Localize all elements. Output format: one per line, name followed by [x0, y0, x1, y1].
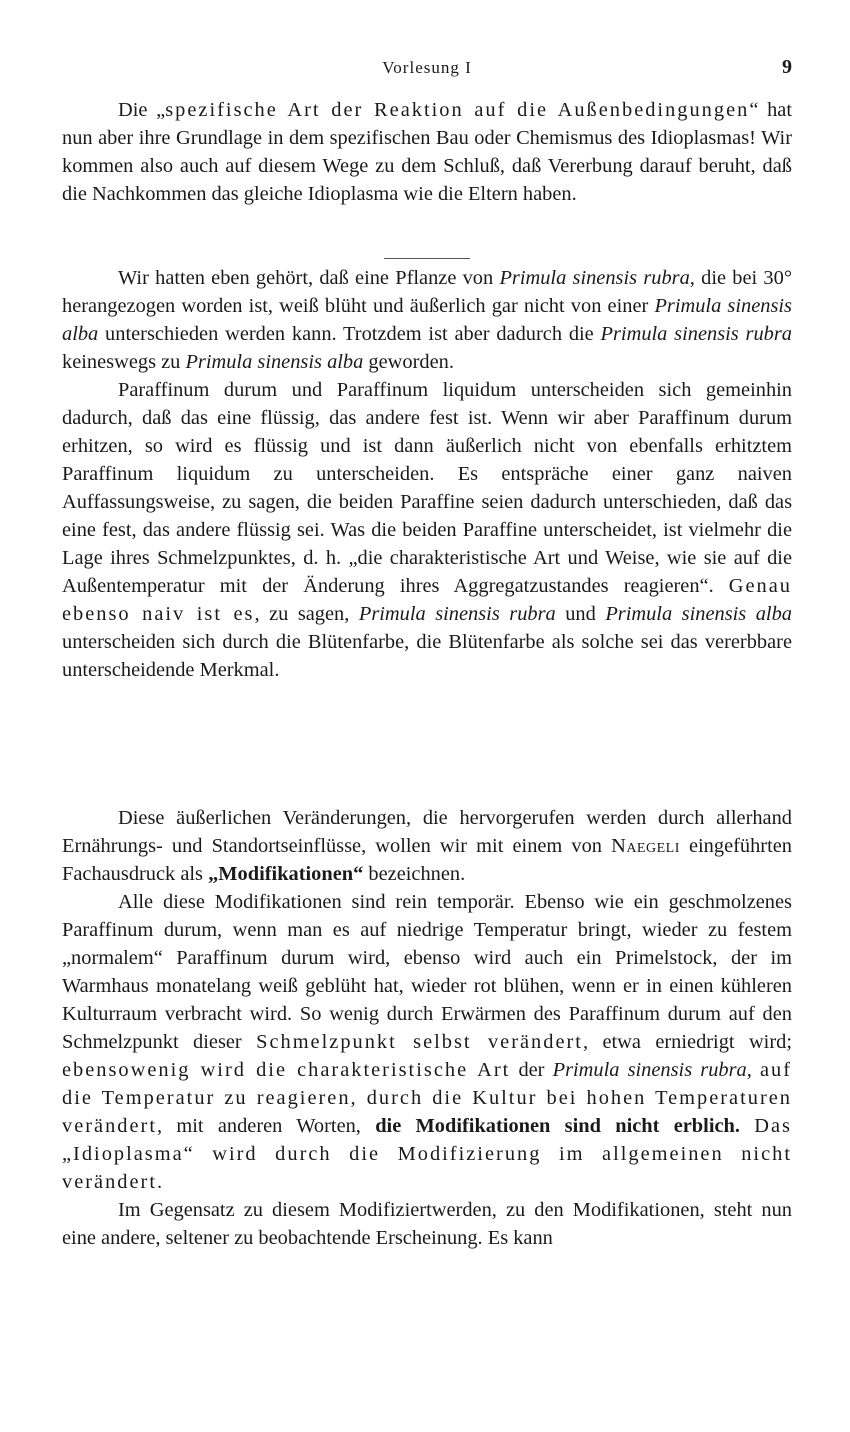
text-run: der — [510, 1059, 553, 1081]
text-block-3 — [62, 804, 792, 1252]
running-header — [62, 58, 792, 86]
text-run: “ hat nun aber ihre Grundlage in dem spezifischen Bau oder Chemismus des Idioplasmas! Wir kommen also auch auf diesem Wege zu dem Schluß, daß Vererbung darauf beruht, daß die Nachkommen das gleiche Idioplasma wie die Eltern haben. — [62, 99, 793, 205]
paragraph — [62, 888, 792, 1196]
text-run: Alle diese Modifikationen sind rein temporär. Ebenso wie ein geschmolzenes Paraffinum durum, wenn man es auf niedrige Temperatur bringt, wieder zu festem „normalem“ Paraffinum durum wird, ebenso wird auch ein Primelstock, der im Warmhaus monatelang weiß geblüht hat, wieder rot blühen, wenn er in einen kühleren Kulturraum verbracht wird. So wenig durch Erwärmen des Paraffinum durum auf den Schmelzpunkt dieser — [62, 891, 792, 1053]
paragraph — [62, 376, 792, 684]
spaced-text: ebensowenig wird die charakteristische Art — [62, 1059, 511, 1081]
bold-term: „Modifikationen“ — [208, 863, 364, 885]
text-run: Diese äußerlichen Veränderungen, die hervorgerufen werden durch allerhand Ernährungs- und Standortseinflüsse, wollen wir mit einem von — [62, 807, 792, 857]
species-name: Primula sinensis alba — [185, 351, 364, 373]
text-run: Paraffinum durum und Paraffinum liquidum unterscheiden sich gemeinhin dadurch, daß das eine flüssig, das andere fest ist. Wenn wir aber Paraffinum durum erhitzen, so wird es flüssig und ist dann äußerlich nicht von ebenfalls erhitztem Paraffinum liquidum zu unterscheiden. Es entspräche einer ganz naiven Auffassungsweise, zu sagen, die beiden Paraffine seien dadurch unterschieden, daß das eine fest, das andere flüssig sei. Was die beiden Paraffine unterscheidet, ist vielmehr die Lage ihres Schmelzpunktes, d. h. „die charakteristische Art und Weise, wie sie auf die Außentemperatur mit der Änderung ihres Aggregatzustandes reagieren“. — [62, 379, 792, 597]
spaced-text: Genau ebenso naiv ist es — [62, 575, 792, 625]
spaced-text: Das „Idioplasma“ wird durch die Modifizierung im allgemeinen nicht verändert. — [62, 1115, 792, 1193]
spaced-text: auf die Temperatur zu reagieren, durch die Kultur bei hohen Temperaturen verändert — [62, 1059, 793, 1137]
spaced-text: spezifische Art der Reaktion auf die Außenbedingungen — [165, 99, 750, 121]
text-run: unterscheiden sich durch die Blütenfarbe, die Blütenfarbe als solche sei das vererbbare unterscheidende Merkmal. — [62, 631, 792, 681]
species-name: Primula sinensis rubra — [600, 323, 792, 345]
page-number: 9 — [782, 56, 792, 78]
author-name: Naegeli — [611, 835, 680, 857]
text-run: , mit anderen Worten, — [156, 1115, 376, 1137]
text-run: keineswegs zu — [62, 351, 186, 373]
text-run: eingeführten Fachausdruck als — [62, 835, 793, 885]
text-block-2 — [62, 264, 792, 684]
species-name: Primula sinensis rubra — [358, 603, 556, 625]
paragraph — [62, 1196, 792, 1252]
text-run: Im Gegensatz zu diesem Modifiziertwerden, zu den Modifikationen, steht nun eine andere, seltener zu beobachtende Erscheinung. Es kann — [62, 1199, 792, 1249]
text-block-1 — [62, 96, 792, 208]
text-run: , etwa erniedrigt wird; — [582, 1031, 792, 1053]
species-name: Primula sinensis alba — [62, 295, 792, 345]
species-name: Primula sinensis rubra, — [499, 267, 695, 289]
bold-term: die Modifikationen sind nicht erblich. — [375, 1115, 740, 1137]
spaced-text: Schmelzpunkt selbst verändert — [256, 1031, 583, 1053]
species-name: Primula sinensis rubra, — [552, 1059, 752, 1081]
text-run: und — [555, 603, 606, 625]
section-divider — [384, 258, 470, 259]
text-run: die bei 30° herangezogen worden ist, weiß blüht und äußerlich gar nicht von einer — [62, 267, 792, 317]
chapter-title: Vorlesung I — [382, 58, 472, 77]
text-run: unterschieden werden kann. Trotzdem ist aber dadurch die — [98, 323, 601, 345]
text-run — [740, 1115, 754, 1137]
text-run: geworden. — [363, 351, 454, 373]
text-run: , zu sagen, — [254, 603, 359, 625]
text-run: Die „ — [118, 99, 166, 121]
text-run: Wir hatten eben gehört, daß eine Pflanze von — [118, 267, 500, 289]
text-run — [752, 1059, 760, 1081]
paragraph — [62, 264, 792, 376]
text-run: bezeichnen. — [363, 863, 466, 885]
species-name: Primula sinensis alba — [605, 603, 792, 625]
paragraph — [62, 804, 792, 888]
paragraph — [62, 96, 792, 208]
